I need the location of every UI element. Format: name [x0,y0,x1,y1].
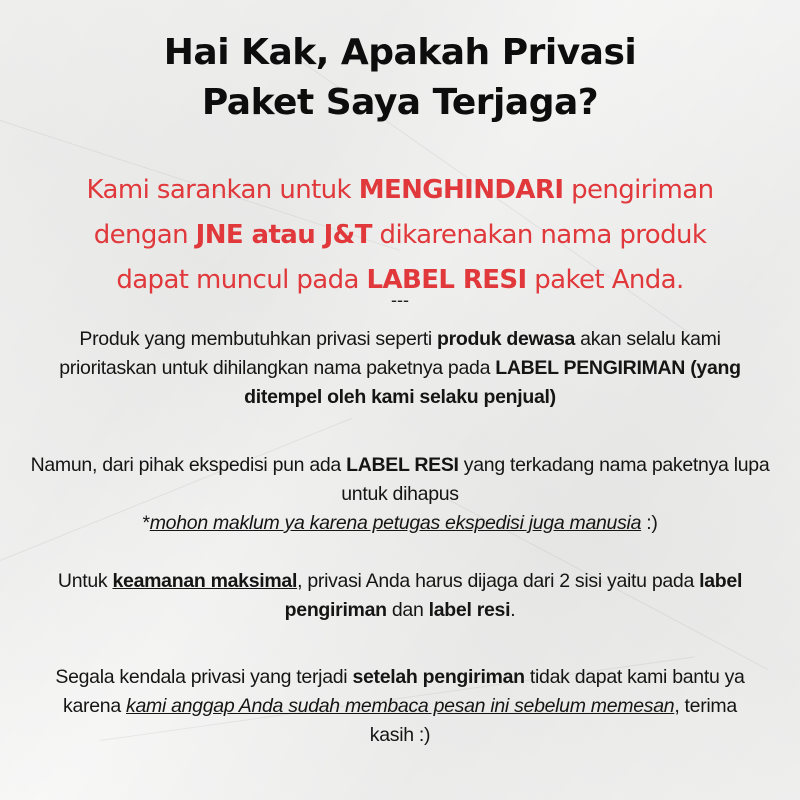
warning-line-3: dapat muncul pada LABEL RESI paket Anda. [116,265,684,295]
paragraph-disclaimer: Segala kendala privasi yang terjadi setelah pengiriman tidak dapat kami bantu ya karena kami anggap Anda sudah membaca pesan ini sebelum memesan, terima kasih :) [55,666,745,746]
paragraph-adult-products: Produk yang membutuhkan privasi seperti produk dewasa akan selalu kami prioritaskan untuk dihilangkan nama paketnya pada LABEL PENGIRIMAN (yang ditempel oleh kami selaku penjual) [59,328,741,408]
paragraph-max-security: Untuk keamanan maksimal, privasi Anda harus dijaga dari 2 sisi yaitu pada label pengiriman dan label resi. [57,570,743,621]
emphasis-avoid: MENGHINDARI [358,175,564,205]
warning-line-2: dengan JNE atau J&T dikarenakan nama produk [93,220,707,250]
warning-line-1: Kami sarankan untuk MENGHINDARI pengiriman [86,175,714,205]
emphasis-label-resi: LABEL RESI [366,265,527,295]
page-title [0,28,800,128]
title-line-2: Paket Saya Terjaga? [201,82,599,123]
paragraph-courier-label: Namun, dari pihak ekspedisi pun ada LABEL RESI yang terkadang nama paketnya lupa untuk dihapus *mohon maklum ya karena petugas ekspedisi juga manusia :) [30,454,770,534]
title-line-1: Hai Kak, Apakah Privasi [163,32,637,73]
warning-message [0,168,800,303]
separator: --- [391,290,409,310]
apology-note: mohon maklum ya karena petugas ekspedisi juga manusia [149,512,642,534]
emphasis-couriers: JNE atau J&T [195,220,372,250]
